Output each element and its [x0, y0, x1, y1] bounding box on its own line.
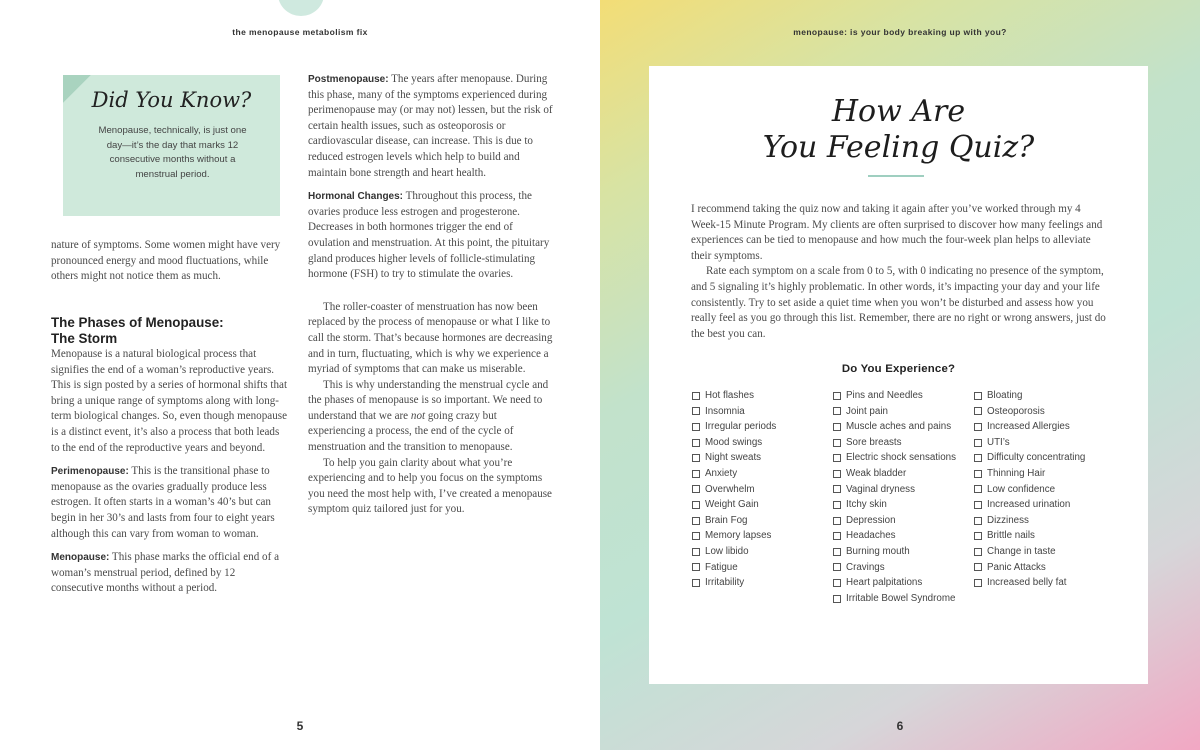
- symptom-label: Pins and Needles: [846, 390, 923, 401]
- symptom-label: Weight Gain: [705, 499, 759, 511]
- symptom-list-col1: [692, 388, 776, 591]
- paragraph: To help you gain clarity about what you’re experiencing and to help you focus on the symptoms you need the most help with, I’ve created a menopause symptom quiz tailored just for you.: [308, 456, 552, 516]
- symptom-label: Irregular periods: [705, 421, 777, 433]
- symptom-label: Cravings: [846, 561, 885, 573]
- symptom-label: Vaginal dryness: [846, 483, 915, 495]
- symptom-label: Irritability: [705, 577, 745, 589]
- checkbox-icon[interactable]: [974, 548, 982, 556]
- symptom-label: Burning mouth: [846, 545, 910, 557]
- symptom-item[interactable]: [833, 544, 956, 560]
- symptom-item[interactable]: [692, 575, 776, 591]
- checkbox-icon[interactable]: [833, 392, 841, 400]
- middle-column: [308, 72, 553, 518]
- quiz-title-line: You Feeling Quiz?: [762, 130, 1035, 165]
- symptom-item[interactable]: [692, 544, 776, 560]
- running-head-left: the menopause metabolism fix: [232, 27, 368, 37]
- emphasis: not: [410, 409, 426, 422]
- symptom-item[interactable]: [833, 388, 956, 404]
- term-label: Hormonal Changes:: [308, 191, 404, 203]
- symptom-list-col2: [833, 388, 956, 606]
- checkbox-icon[interactable]: [833, 548, 841, 556]
- checkbox-icon[interactable]: [974, 517, 982, 525]
- page-tab-decoration: [278, 0, 324, 16]
- symptom-label: Sore breasts: [846, 436, 902, 448]
- hormonal-changes-paragraph: [308, 189, 553, 283]
- quiz-intro: [691, 202, 1107, 342]
- symptom-item[interactable]: [692, 388, 776, 404]
- symptom-item[interactable]: [692, 450, 776, 466]
- symptom-item[interactable]: [833, 528, 956, 544]
- intro-continuation: [51, 238, 290, 285]
- checkbox-icon[interactable]: [974, 423, 982, 431]
- symptom-label: Headaches: [846, 530, 896, 542]
- perimenopause-paragraph: [51, 464, 290, 542]
- symptom-label: Increased urination: [987, 499, 1071, 511]
- symptom-list-col3: [974, 388, 1085, 591]
- checkbox-icon[interactable]: [833, 579, 841, 587]
- symptom-label: Night sweats: [705, 452, 762, 464]
- symptom-item[interactable]: [833, 513, 956, 529]
- checkbox-icon[interactable]: [692, 548, 700, 556]
- paragraph: Rate each symptom on a scale from 0 to 5, with 0 indicating no presence of the symptom, and 5 signaling it’s highly problematic. In other words, it’s impacting your day and your life consistently. Try to set aside a quiet time when you won’t be disturbed and assess how you really feel as you go through this list. Remember, there are no right or wrong answers, just do the best you can.: [691, 265, 1106, 340]
- page-number-right: 6: [896, 719, 904, 733]
- symptom-item[interactable]: [833, 419, 956, 435]
- symptom-item[interactable]: [692, 560, 776, 576]
- symptom-label: Joint pain: [846, 405, 888, 417]
- symptom-item[interactable]: [692, 466, 776, 482]
- symptom-label: Mood swings: [705, 436, 763, 448]
- quiz-title: [649, 94, 1148, 166]
- symptom-item[interactable]: [974, 450, 1085, 466]
- checkbox-icon[interactable]: [692, 423, 700, 431]
- checkbox-icon[interactable]: [833, 563, 841, 571]
- symptom-item[interactable]: [974, 388, 1085, 404]
- symptom-label: Low libido: [705, 545, 749, 557]
- checkbox-icon[interactable]: [974, 579, 982, 587]
- quiz-card: [649, 66, 1148, 684]
- symptom-item[interactable]: [974, 404, 1085, 420]
- symptom-item[interactable]: [692, 497, 776, 513]
- checkbox-icon[interactable]: [692, 470, 700, 478]
- term-label: Menopause:: [51, 552, 110, 564]
- paragraph: nature of symptoms. Some women might have very pronounced energy and mood fluctuations, while others might not notice them as much.: [51, 239, 281, 283]
- symptom-label: Irritable Bowel Syndrome: [846, 592, 956, 604]
- checkbox-icon[interactable]: [833, 517, 841, 525]
- symptom-item[interactable]: [974, 528, 1085, 544]
- symptom-item[interactable]: [974, 419, 1085, 435]
- symptom-item[interactable]: [974, 497, 1085, 513]
- paragraph: Menopause is a natural biological process that signifies the end of a woman’s reproductive years. This is sign posted by a series of hormonal shifts that bring a unique range of symptoms along with long-term biological changes. So, even though menopause is a distinct event, it’s also a process that both leads to the end of the reproductive years and beyond.: [51, 348, 288, 454]
- symptom-label: Bloating: [987, 390, 1023, 401]
- symptom-item[interactable]: [974, 435, 1085, 451]
- symptom-label: Itchy skin: [846, 499, 887, 511]
- checkbox-icon[interactable]: [692, 501, 700, 509]
- symptom-item[interactable]: [692, 419, 776, 435]
- symptom-item[interactable]: [974, 482, 1085, 498]
- checkbox-icon[interactable]: [974, 439, 982, 447]
- symptom-item[interactable]: [692, 404, 776, 420]
- checkbox-icon[interactable]: [833, 454, 841, 462]
- symptom-label: Fatigue: [705, 561, 738, 573]
- checkbox-icon[interactable]: [833, 595, 841, 603]
- checkbox-icon[interactable]: [833, 439, 841, 447]
- checkbox-icon[interactable]: [833, 407, 841, 415]
- checkbox-icon[interactable]: [833, 423, 841, 431]
- symptom-item[interactable]: [974, 513, 1085, 529]
- symptom-item[interactable]: [833, 497, 956, 513]
- symptom-label: Memory lapses: [705, 530, 772, 542]
- symptom-label: Increased Allergies: [987, 421, 1070, 433]
- paragraph: The roller-coaster of menstruation has now been replaced by the process of menopause or what I like to call the storm. That’s because hormones are decreasing and in turn, fluctuating, which is why we experience a myriad of symptoms that can make us miserable.: [308, 300, 553, 376]
- symptom-label: Brittle nails: [987, 530, 1035, 542]
- checkbox-icon[interactable]: [974, 392, 982, 400]
- page-number-left: 5: [296, 719, 304, 733]
- checkbox-icon[interactable]: [692, 532, 700, 540]
- symptom-item[interactable]: [692, 513, 776, 529]
- symptom-item[interactable]: [833, 466, 956, 482]
- checkbox-icon[interactable]: [974, 563, 982, 571]
- symptom-label: Thinning Hair: [987, 467, 1046, 479]
- symptom-label: Anxiety: [705, 467, 738, 479]
- symptom-label: Dizziness: [987, 514, 1029, 526]
- symptom-label: Difficulty concentrating: [987, 452, 1086, 464]
- checkbox-icon[interactable]: [692, 392, 700, 400]
- checkbox-icon[interactable]: [833, 485, 841, 493]
- checkbox-icon[interactable]: [833, 501, 841, 509]
- symptom-label: Low confidence: [987, 483, 1056, 495]
- symptom-item[interactable]: [692, 528, 776, 544]
- symptom-label: Osteoporosis: [987, 405, 1045, 417]
- postmenopause-paragraph: [308, 72, 553, 181]
- symptom-item[interactable]: [833, 435, 956, 451]
- term-text: The years after menopause. During this phase, many of the symptoms experienced during perimenopause may (or may not) lessen, but the risk of certain health issues, such as osteoporosis or cardiovascular disease, can increase. This is due to reduced estrogen levels which help to build and maintain bone strength and heart health.: [308, 73, 553, 179]
- symptom-item[interactable]: [974, 544, 1085, 560]
- menopause-paragraph: [51, 550, 290, 597]
- symptom-item[interactable]: [833, 404, 956, 420]
- symptom-item[interactable]: [833, 560, 956, 576]
- symptom-item[interactable]: [833, 482, 956, 498]
- checkbox-icon[interactable]: [974, 454, 982, 462]
- symptom-label: Heart palpitations: [846, 577, 923, 589]
- symptom-label: Electric shock sensations: [846, 452, 956, 464]
- symptom-label: Change in taste: [987, 545, 1056, 557]
- section-heading: [51, 315, 224, 347]
- checkbox-icon[interactable]: [974, 407, 982, 415]
- term-text: This phase marks the official end of a woman’s menstrual period, defined by 12 consecutive months without a period.: [51, 551, 279, 595]
- checkbox-icon[interactable]: [692, 579, 700, 587]
- symptom-label: UTI’s: [987, 436, 1010, 448]
- term-label: Postmenopause:: [308, 74, 389, 85]
- paragraph: I recommend taking the quiz now and taking it again after you’ve worked through my 4 Week-15 Minute Program. My clients are often surprised to discover how many feelings and experiences can be tied to menopause and how much the four-week plan helps to alleviate their symptoms.: [691, 203, 1103, 262]
- checkbox-icon[interactable]: [974, 501, 982, 509]
- checkbox-icon[interactable]: [692, 407, 700, 415]
- checkbox-icon[interactable]: [692, 517, 700, 525]
- checkbox-icon[interactable]: [692, 485, 700, 493]
- term-text: This is the transitional phase to menopause as the ovaries gradually produce less estrogen. It often starts in a woman’s 40’s but can begin in her 30’s and lasts from four to eight years although this can vary from woman to woman.: [51, 465, 275, 540]
- checklist-heading: Do You Experience?: [841, 363, 956, 375]
- symptom-label: Brain Fog: [705, 514, 748, 526]
- text-run: going crazy but experiencing a process, the end of the cycle of menstruation and the transition to menopause.: [308, 409, 514, 454]
- paragraph: [308, 378, 553, 456]
- did-you-know-title: Did You Know?: [91, 88, 252, 112]
- symptom-item[interactable]: [974, 575, 1085, 591]
- text-run: This is why understanding the menstrual cycle and the phases of menopause is so important. We need to understand that we are: [308, 378, 549, 422]
- term-label: Perimenopause:: [51, 466, 129, 478]
- checkbox-icon[interactable]: [974, 485, 982, 493]
- title-divider: [868, 175, 924, 177]
- checkbox-icon[interactable]: [692, 439, 700, 447]
- phases-column: [51, 347, 290, 597]
- checkbox-icon[interactable]: [974, 532, 982, 540]
- checkbox-icon[interactable]: [833, 470, 841, 478]
- running-head-right: menopause: is your body breaking up with you?: [793, 27, 1007, 37]
- symptom-label: Increased belly fat: [987, 577, 1067, 589]
- symptom-item[interactable]: [833, 591, 956, 607]
- did-you-know-body: Menopause, technically, is just one day—it’s the day that marks 12 consecutive months without a menstrual period.: [98, 125, 247, 180]
- quiz-title-line: How Are: [831, 94, 966, 129]
- symptom-item[interactable]: [974, 560, 1085, 576]
- checkbox-icon[interactable]: [974, 470, 982, 478]
- symptom-label: Hot flashes: [705, 390, 755, 401]
- section-heading-line: The Phases of Menopause:: [51, 315, 224, 330]
- symptom-label: Overwhelm: [705, 483, 755, 495]
- symptom-label: Depression: [846, 514, 896, 526]
- symptom-label: Insomnia: [705, 405, 745, 417]
- section-heading-line: The Storm: [51, 331, 118, 346]
- checkbox-icon[interactable]: [692, 454, 700, 462]
- symptom-label: Panic Attacks: [987, 561, 1046, 573]
- symptom-item[interactable]: [974, 466, 1085, 482]
- checkbox-icon[interactable]: [692, 563, 700, 571]
- symptom-label: Weak bladder: [846, 467, 907, 479]
- symptom-item[interactable]: [833, 575, 956, 591]
- checkbox-icon[interactable]: [833, 532, 841, 540]
- symptom-item[interactable]: [692, 435, 776, 451]
- symptom-label: Muscle aches and pains: [846, 421, 952, 433]
- term-text: Throughout this process, the ovaries produce less estrogen and progesterone. Decreases in both hormones trigger the end of ovulation and menstruation. At this point, the pituitary gland produces higher levels of follicle-stimulating hormone (FSH) to try to stimulate the ovaries.: [308, 190, 550, 281]
- symptom-item[interactable]: [833, 450, 956, 466]
- symptom-item[interactable]: [692, 482, 776, 498]
